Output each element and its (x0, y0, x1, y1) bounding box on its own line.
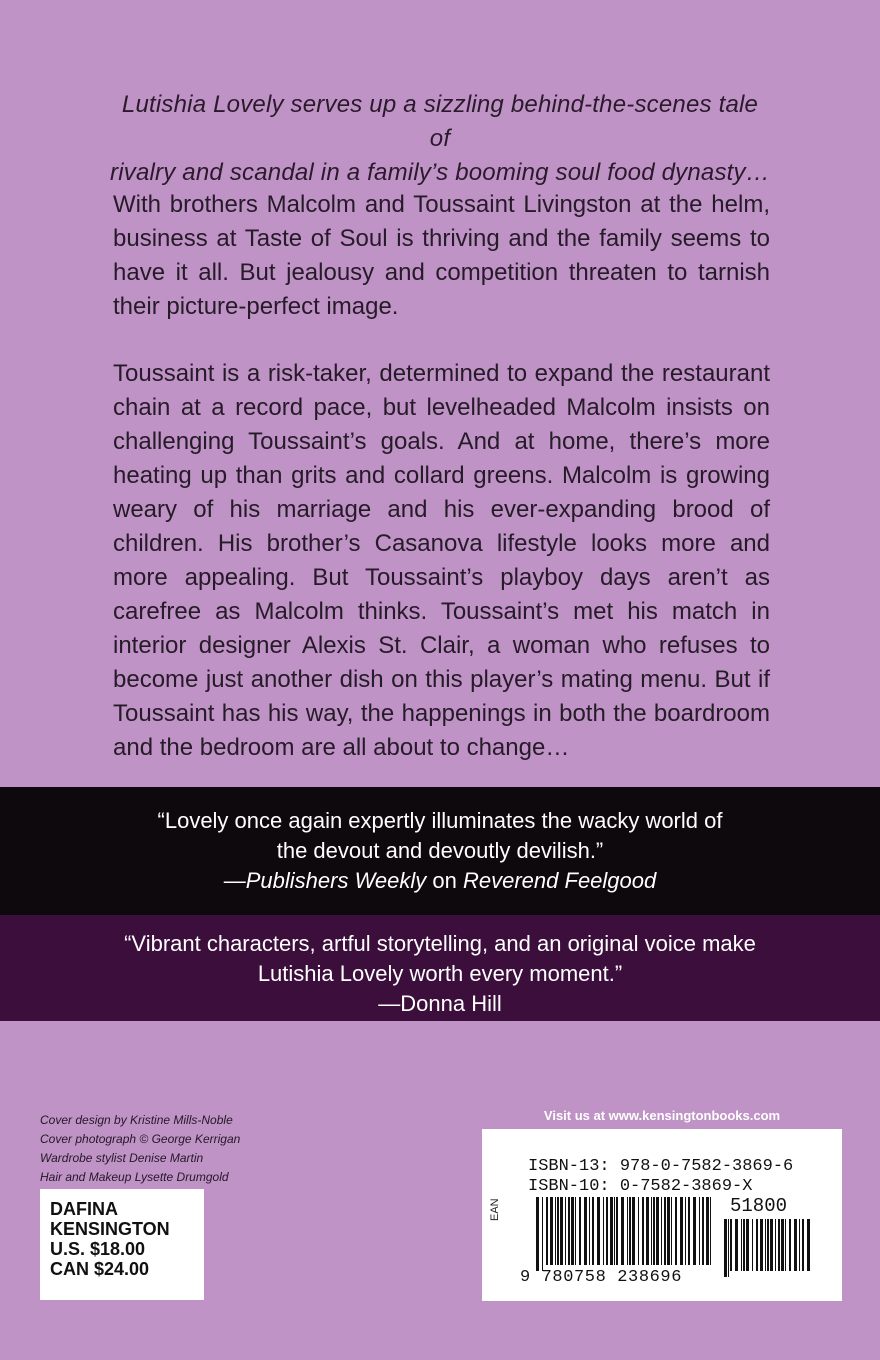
barcode-bar (542, 1197, 543, 1271)
barcode-bar (560, 1197, 563, 1265)
barcode-bar (653, 1197, 655, 1265)
barcode-bar (807, 1219, 810, 1271)
review-quote-2-line-2: Lutishia Lovely worth every moment.” (257, 961, 623, 986)
barcode-bar (680, 1197, 683, 1265)
barcode-bar (550, 1197, 553, 1265)
barcode-bar (752, 1219, 753, 1271)
credit-line: Hair and Makeup Lysette Drumgold (40, 1170, 229, 1184)
barcode-bar (775, 1219, 776, 1271)
barcode-bar (770, 1219, 773, 1271)
barcode-digits: 9 780758 238696 (520, 1268, 683, 1287)
publication-name: Publishers Weekly (245, 868, 427, 893)
isbn-10: ISBN-10: 0-7582-3869-X (528, 1177, 753, 1196)
barcode-bar (616, 1197, 618, 1265)
barcode-supplement: 51800 (730, 1195, 788, 1217)
barcode-bar (756, 1219, 758, 1271)
review-quote-2-line-1: “Vibrant characters, artful storytelling, and an original voice make (124, 931, 756, 956)
barcode-bar (610, 1197, 613, 1265)
barcode-bar (699, 1197, 700, 1265)
barcode-bar (688, 1197, 690, 1265)
barcode-bar (555, 1197, 556, 1265)
publisher-name: KENSINGTON (50, 1219, 170, 1239)
credit-line: Cover design by Kristine Mills-Noble (40, 1113, 233, 1127)
barcode-bar (702, 1197, 704, 1265)
review-attribution-2: —Donna Hill (378, 991, 502, 1016)
barcode-bar (785, 1219, 786, 1271)
barcode-bar (568, 1197, 570, 1265)
barcode-bar (693, 1197, 696, 1265)
credit-line: Wardrobe stylist Denise Martin (40, 1151, 204, 1165)
review-quote-1-line-2: the devout and devoutly devilish.” (276, 838, 604, 863)
barcode-bar (646, 1197, 649, 1265)
barcode-bar (592, 1197, 594, 1265)
barcode-bar (656, 1197, 659, 1265)
isbn-barcode-box (482, 1129, 842, 1301)
barcode-bar (603, 1197, 604, 1265)
barcode-bar (794, 1219, 797, 1271)
price-box (40, 1189, 204, 1300)
barcode-bar (724, 1219, 727, 1277)
tagline-line-2: rivalry and scandal in a family’s booming soul food dynasty… (110, 159, 770, 186)
barcode-bar (760, 1219, 763, 1271)
barcode-bar (575, 1197, 576, 1265)
barcode-bar (664, 1197, 666, 1265)
barcode-bar (671, 1197, 672, 1265)
supplement-barcode (722, 1219, 812, 1277)
book-title: Reverend Feelgood (463, 868, 657, 893)
ean-label: EAN (489, 1198, 501, 1221)
barcode-bar (571, 1197, 574, 1265)
barcode-bar (614, 1197, 615, 1265)
barcode-bar (781, 1219, 784, 1271)
barcode-bar (651, 1197, 652, 1265)
cover-credits (40, 1111, 300, 1187)
barcode-bar (746, 1219, 749, 1271)
barcode-bar (710, 1197, 711, 1265)
barcode-bar (685, 1197, 686, 1265)
barcode-bar (789, 1219, 791, 1271)
barcode-bar (565, 1197, 566, 1265)
barcode-bar (638, 1197, 639, 1265)
us-price: U.S. $18.00 (50, 1239, 146, 1259)
review-band-1 (0, 787, 880, 915)
barcode-bar (730, 1219, 732, 1271)
barcode-bar (627, 1197, 628, 1265)
barcode-bar (642, 1197, 644, 1265)
review-attribution-1 (0, 866, 880, 896)
tagline (110, 88, 770, 190)
barcode-bar (667, 1197, 670, 1265)
publisher-website: Visit us at www.kensingtonbooks.com (543, 1108, 781, 1123)
blurb-paragraph-1: With brothers Malcolm and Toussaint Livingston at the helm, business at Taste of Soul is thriving and the family seems to have it all. But jealousy and competition threaten to tarnish their picture-perfect image. (113, 191, 770, 320)
barcode-bar (765, 1219, 766, 1271)
review-band-2 (0, 915, 880, 1021)
barcode-bar (621, 1197, 624, 1265)
barcode-bar (778, 1219, 780, 1271)
barcode-bar (741, 1219, 742, 1271)
barcode-bar (597, 1197, 600, 1265)
can-price: CAN $24.00 (50, 1259, 150, 1279)
barcode-bar (632, 1197, 635, 1265)
isbn-numbers (528, 1157, 793, 1197)
attribution-on: on (426, 868, 463, 893)
barcode-bar (799, 1219, 800, 1271)
barcode-bar (735, 1219, 738, 1271)
credit-line: Cover photograph © George Kerrigan (40, 1132, 241, 1146)
barcode-bar (546, 1197, 548, 1265)
barcode-bar (743, 1219, 745, 1271)
barcode-bar (589, 1197, 590, 1265)
barcode-bar (579, 1197, 581, 1265)
barcode-bar (629, 1197, 631, 1265)
tagline-line-1: Lutishia Lovely serves up a sizzling behind-the-scenes tale of (121, 91, 759, 152)
barcode-bar (661, 1197, 662, 1265)
barcode-bar (706, 1197, 709, 1265)
barcode-bar (802, 1219, 804, 1271)
barcode-bar (536, 1197, 539, 1271)
barcode-bar (584, 1197, 587, 1265)
isbn-13: ISBN-13: 978-0-7582-3869-6 (528, 1157, 794, 1176)
attribution-dash: — (223, 868, 246, 893)
barcode-bar (728, 1219, 729, 1277)
blurb-paragraph-2: Toussaint is a risk-taker, determined to expand the restaurant chain at a record pace, but levelheaded Malcolm insists on challenging Toussaint’s goals. And at home, there’s more heating up than grits and collard greens. Malcolm is growing weary of his marriage and his ever-expanding brood of children. His brother’s Casanova lifestyle looks more and more appealing. But Toussaint’s playboy days aren’t as carefree as Malcolm thinks. Toussaint’s met his match in interior designer Alexis St. Clair, a woman who refuses to become just another dish on this player’s mating menu. But if Toussaint has his way, the happenings in both the boardroom and the bedroom are all about to change… (113, 360, 770, 761)
barcode-bar (675, 1197, 677, 1265)
imprint-name: DAFINA (50, 1199, 118, 1219)
review-quote-1-line-1: “Lovely once again expertly illuminates the wacky world of (157, 808, 723, 833)
barcode-bar (767, 1219, 769, 1271)
barcode-bar (606, 1197, 608, 1265)
barcode (534, 1197, 714, 1271)
barcode-bar (557, 1197, 559, 1265)
